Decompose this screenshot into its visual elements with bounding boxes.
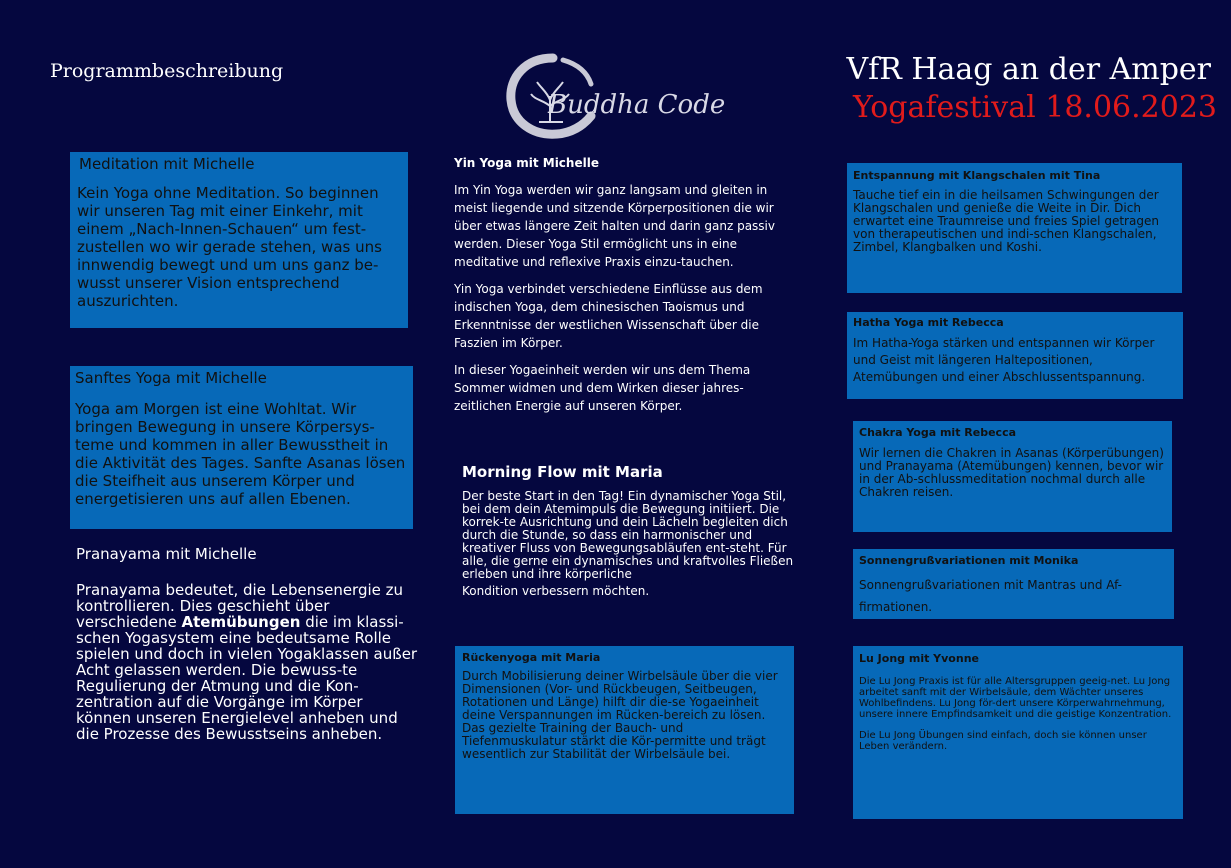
session-paragraph: Yin Yoga verbindet verschiedene Einflüsse aus dem indischen Yoga, dem chinesischen Taoismus und Erkenntnisse der westlichen Wissenschaft über die Faszien im Körper. <box>454 282 763 350</box>
session-title: Sanftes Yoga mit Michelle <box>75 369 267 387</box>
session-description: Durch Mobilisierung deiner Wirbelsäule über die vier Dimensionen (Vor- und Rückbeugen, Seitbeugen, Rotationen und Länge) hilft dir die-se Yogaeinheit deine Verspannungen im Rücken-bereich zu lösen. Das gezielte Training der Bauch- und Tiefenmuskulatur stärkt die Kör-permitte und trägt wesentlich zur Stabilität der Wirbelsäule bei. <box>462 669 778 761</box>
session-title: Rückenyoga mit Maria <box>462 651 601 664</box>
description-text: Pranayama bedeutet, die Lebensenergie zu kontrollieren. Dies geschieht über verschiedene <box>76 581 404 631</box>
session-yin-yoga <box>454 155 799 424</box>
session-title: Meditation mit Michelle <box>79 155 255 173</box>
session-paragraph: Die Lu Jong Praxis ist für alle Altersgruppen geeig-net. Lu Jong arbeitet sanft mit der Wirbelsäule, dem Wächter unseres Wohlbefindens. Lu Jong för-dert unsere Körperwahrnehmung, unsere innere Empfindsamkeit und die geistige Konzentration. <box>859 676 1172 720</box>
session-klangschalen <box>847 163 1182 293</box>
session-description-end: Kondition verbessern möchten. <box>462 584 650 598</box>
session-description: Sonnengrußvariationen mit Mantras und Af-firmationen. <box>859 578 1122 614</box>
session-pranayama <box>76 544 421 742</box>
session-description: Yoga am Morgen ist eine Wohltat. Wir bringen Bewegung in unsere Körpersys-teme und kommen in aller Bewusstheit in die Aktivität des Tages. Sanfte Asanas lösen die Steifheit aus unserem Körper und energetisieren uns auf allen Ebenen. <box>75 400 406 508</box>
session-description: Kein Yoga ohne Meditation. So beginnen wir unseren Tag mit einer Einkehr, mit einem „Nach-Innen-Schauen“ um fest-zustellen wo wir gerade stehen, was uns innwendig bewegt und um uns ganz be-wusst unserer Vision entsprechend auszurichten. <box>77 184 382 310</box>
session-title: Chakra Yoga mit Rebecca <box>859 426 1017 439</box>
logo-wordmark: Buddha Code <box>548 90 726 120</box>
session-rueckenyoga <box>455 646 794 814</box>
session-hatha-yoga <box>847 312 1183 399</box>
session-lu-jong <box>853 646 1183 819</box>
session-title: Entspannung mit Klangschalen mit Tina <box>853 169 1101 182</box>
session-description: Wir lernen die Chakren in Asanas (Körperübungen) und Pranayama (Atemübungen) kennen, bevor wir in der Ab-schlussmeditation nochmal durch alle Chakren reisen. <box>859 446 1164 499</box>
festival-title: Yogafestival 18.06.2023 <box>853 90 1217 125</box>
session-description: Der beste Start in den Tag! Ein dynamischer Yoga Stil, bei dem dein Atemimpuls die Bewegung initiiert. Die korrek-te Ausrichtung und dein Lächeln begleiten dich durch die Stunde, so dass ein harmonischer und kreativer Fluss von Bewegungsabläufen ent-steht. Für alle, die gerne ein dynamisches und kraftvolles Fließen erleben und ihre körperliche <box>462 489 794 581</box>
club-title: VfR Haag an der Amper <box>846 52 1211 87</box>
session-paragraph: Die Lu Jong Übungen sind einfach, doch sie können unser Leben verändern. <box>859 730 1147 752</box>
session-sonnengruss <box>853 549 1174 619</box>
session-title: Pranayama mit Michelle <box>76 545 257 563</box>
session-title: Sonnengrußvariationen mit Monika <box>859 554 1079 567</box>
session-title: Hatha Yoga mit Rebecca <box>853 316 1004 329</box>
program-description-label: Programmbeschreibung <box>50 60 284 82</box>
session-description <box>76 582 421 742</box>
session-meditation <box>70 152 408 328</box>
session-morning-flow <box>462 462 797 599</box>
session-chakra-yoga <box>853 421 1172 532</box>
session-paragraph: In dieser Yogaeinheit werden wir uns dem Thema Sommer widmen und dem Wirken dieser jahres-zeitlichen Energie auf unseren Körper. <box>454 363 751 413</box>
session-title: Lu Jong mit Yvonne <box>859 652 979 665</box>
session-description: Im Hatha-Yoga stärken und entspannen wir Körper und Geist mit längeren Haltepositionen, Atemübungen und einer Abschlussentspannung. <box>853 336 1155 384</box>
session-sanftes-yoga <box>70 366 413 529</box>
session-title: Morning Flow mit Maria <box>462 463 663 481</box>
session-title: Yin Yoga mit Michelle <box>454 156 599 170</box>
emphasis-atemuebungen: Atemübungen <box>181 613 301 631</box>
description-text: die im klassi-schen Yogasystem eine bedeutsame Rolle spielen und doch in vielen Yogaklassen außer Acht gelassen werden. Die bewuss-te Regulierung der Atmung und die Kon-zentration auf die Vorgänge im Körper können unseren Energielevel anheben und die Prozesse des Bewusstseins anheben. <box>76 613 418 743</box>
session-paragraph: Im Yin Yoga werden wir ganz langsam und gleiten in meist liegende und sitzende Körperpositionen die wir über etwas längere Zeit halten und darin ganz passiv werden. Dieser Yoga Stil ermöglicht uns in eine meditative und reflexive Praxis einzu-tauchen. <box>454 183 775 269</box>
session-description: Tauche tief ein in die heilsamen Schwingungen der Klangschalen und genieße die Weite in Dir. Dich erwartet eine Traumreise und freies Spiel getragen von therapeutischen und indi-schen Klangschalen, Zimbel, Klangbalken und Koshi. <box>853 188 1159 254</box>
